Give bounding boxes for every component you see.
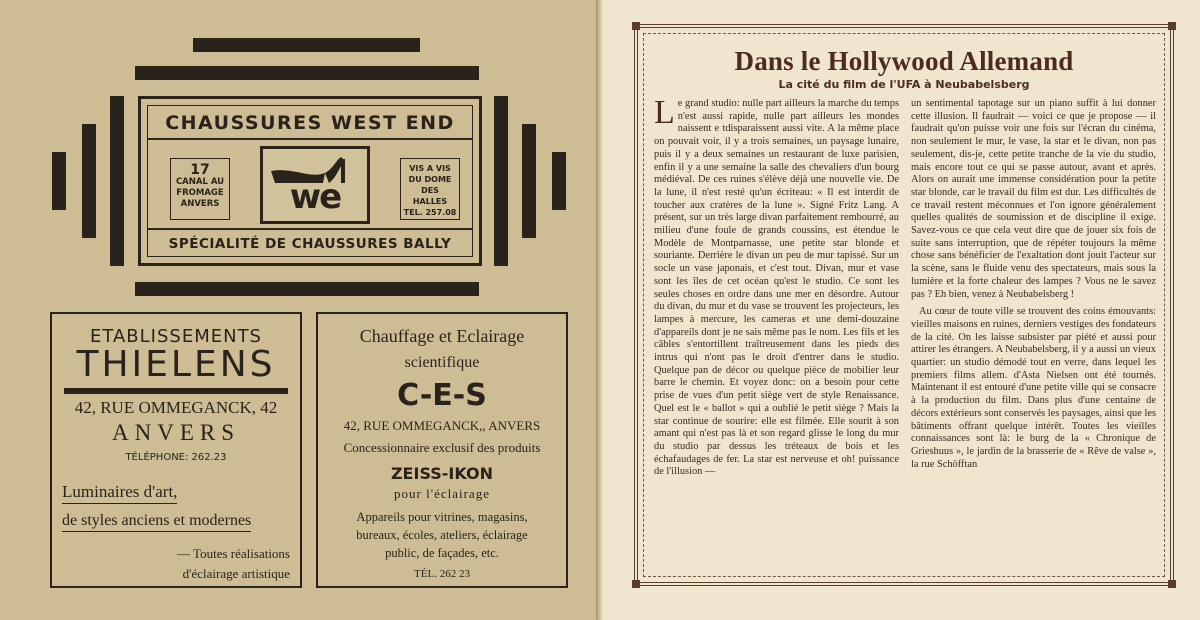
right-page (606, 0, 1200, 620)
paragraph (654, 98, 899, 479)
thielens-eclairage: d'éclairage artistique (182, 566, 290, 581)
decor-bar-right-1 (494, 96, 508, 266)
address-line: FROMAGE (176, 188, 224, 198)
paragraph: Au cœur de toute ville se trouvent des coins émouvants: vieilles maisons en ruines, derniers vestiges des fondateurs de la cité. On les laisse subsister par piété et aussi pour attirer les étrangers. A Neubabelsberg, il y a aussi un vieux quartier: un studio démodé tout en verre, dans lequel les premiers films allem. d'Asta Nielsen ont été tournés. Maintenant il est entouré d'une petite ville qui se consacre à la production du film. Dans plus d'une centaine de décors extérieurs sont conservés les paysages, ainsi que les bâtiments offrant quelque intérêt. Toutes les vieilles connaissances sont là: le burg de la « Chronique de Grieshuus », le jardin de la brasserie de « Rêve de valse », la rue Schöfftan (911, 306, 1156, 470)
decor-bar-bottom-wide (135, 282, 479, 296)
thielens-rule (64, 388, 288, 394)
article-columns (654, 98, 1156, 574)
thielens-phone: TÉLÉPHONE: 262.23 (125, 452, 227, 463)
ces-line2: scientifique (404, 354, 480, 371)
address-line: ANVERS (180, 199, 220, 209)
logo-text: we (289, 177, 341, 217)
frame-corner-ornament (1168, 580, 1176, 588)
address-line: DU DOME (408, 175, 452, 184)
thielens-styles-text: de styles anciens et modernes (62, 512, 251, 532)
thielens-styles (62, 512, 300, 532)
drop-cap: L (654, 98, 675, 131)
decor-bar-left-1 (110, 96, 124, 266)
address-box-left (170, 158, 230, 220)
decor-bar-left-2 (82, 124, 96, 238)
ces-line1: Chauffage et Eclairage (359, 326, 525, 346)
decor-bar-left-3 (52, 152, 66, 210)
ad-rule-top (148, 138, 472, 140)
ces-address: 42, RUE OMMEGANCK,, ANVERS (343, 418, 541, 433)
decor-bar-right-3 (552, 152, 566, 210)
thielens-luminaires (62, 482, 300, 504)
frame-corner-ornament (1168, 22, 1176, 30)
address-line: VIS A VIS (409, 164, 451, 173)
address-line: CANAL AU (175, 177, 225, 187)
article-frame (634, 24, 1174, 586)
address-box-right (400, 158, 460, 220)
article-title: Dans le Hollywood Allemand (734, 46, 1074, 76)
west-end-specialty: SPÉCIALITÉ DE CHAUSSURES BALLY (168, 236, 452, 252)
ces-concession: Concessionnaire exclusif des produits (343, 440, 541, 455)
decor-bar-top-wide (135, 66, 479, 80)
address-line: DES (421, 186, 439, 195)
frame-corner-ornament (632, 580, 640, 588)
thielens-city: ANVERS (111, 420, 240, 445)
article-column-2 (911, 98, 1156, 574)
thielens-ad (50, 312, 302, 588)
address-number: 17 (190, 162, 210, 178)
ces-bureaux: bureaux, écoles, ateliers, éclairage (356, 528, 528, 542)
thielens-address: 42, RUE OMMEGANCK, 42 (74, 398, 278, 417)
decor-bar-right-2 (522, 124, 536, 238)
address-line: HALLES (412, 197, 448, 206)
ces-pour: pour l'éclairage (394, 486, 490, 501)
ces-phone: TÉL. 262 23 (414, 568, 470, 580)
ces-brand: C-E-S (397, 378, 487, 413)
paragraph: un sentimental tapotage sur un piano suffit à lui donner cette illusion. Il faudrait — voici ce que je propose — il faudrait qu'on puisse voir une fois sur l'écran du cinéma, non seulement le mur, le vase, la star et le divan, non pas seulement, dis-je, cette petite tranche de la vie du studio, mais encore tout ce qui se passe autour, avant et après. Alors on aurait une immense considération pour la petite star blonde, car le travail du film est dur. Les difficultés de ce travail restent méconnues et l'on ignore généralement quelles qualités de soumission et de discipline il exige. Savez-vous ce que cela veut dire que de jouer six fois de suite sans interruption, que de répéter toujours la même chose sans bénéficier de l'exaltation dont jouit l'acteur sur la scène, sans le fluide venu des spectateurs, mais sous la lumière et la forte chaleur des lampes ? Vous ne le savez pas ? Eh bien, venez à Neubabelsberg ! (911, 98, 1156, 300)
page-gutter (596, 0, 606, 620)
ces-ad (316, 312, 568, 588)
left-page (0, 0, 596, 620)
ces-public: public, de façades, etc. (385, 546, 499, 560)
ces-zeiss: ZEISS-IKON (390, 464, 494, 483)
west-end-ad (138, 96, 482, 266)
ad-rule-bottom (148, 228, 472, 230)
thielens-luminaires-text: Luminaires d'art, (62, 482, 177, 504)
thielens-realisations: — Toutes réalisations (177, 546, 290, 561)
thielens-name: THIELENS (76, 344, 276, 385)
west-end-logo (260, 146, 370, 224)
frame-corner-ornament (632, 22, 640, 30)
address-phone: TEL. 257.08 (403, 208, 457, 217)
ces-appareils: Appareils pour vitrines, magasins, (356, 510, 528, 524)
decor-bar-top (193, 38, 420, 52)
article-column-1 (654, 98, 899, 574)
thielens-line1: ETABLISSEMENTS (90, 326, 262, 347)
paragraph-text: e grand studio: nulle part ailleurs la marche du temps n'est aussi rapide, nulle part ailleurs les mondes naissent e tdisparaissent aussi vite. A la même place on pouvait voir, il y a trois semaines, un paysage lunaire, puis il y a deux semaines un restaurant de luxe parisien, enfin il y a une semaine la salle des chevaliers d'un bourg médiéval. De ces ruines s'élève déjà une nouvelle vie. De la lune, il n'est resté qu'un écriteau: « Il est interdit de toucher aux cratères de la lune ». Signé Fritz Lang. A présent, sur un très large divan parfaitement rembourré, au milieu d'une foule de grands coussins, est étendue le Modèle de Montparnasse, une petite star blonde et souriante. Derrière le divan un peu de mur tapissé. Sur un socle un vase japonais, et c'est tout. Divan, mur et vase sont les îles de cet océan qu'est le studio. Ce sont les seules choses en ordre dans une mer en désordre. Autour du divan, du mur et du vase se trouvent les projecteurs, les lampes à mercure, les cameras et une demi-douzaine d'appareils dont je ne sais même pas le nom. Les fils et les câbles s'entortillent traîtreusement dans les pieds des intrus qui n'ont pas le droit d'entrer dans le studio. Quelque pan de décor ou quelque pièce de mobilier leur barre le chemin. Et voyez donc: on a besoin pour cette prise de vues d'un petit siège vert de style Renaissance. Quel est le « ballot » qui a oublié le petit siège ? Mais la star continue de sourire: elle est filmée. Elle sourit à son amant qui n'est pas là et son regard glisse le long du mur du studio par dessus les tréteaux de bois et les échafaudages de fer. La star est nerveuse et oh! puissance de l'illusion — (654, 98, 899, 478)
west-end-title: CHAUSSURES WEST END (165, 112, 455, 134)
article-subtitle: La cité du film de l'UFA à Neubabelsberg (778, 78, 1030, 91)
